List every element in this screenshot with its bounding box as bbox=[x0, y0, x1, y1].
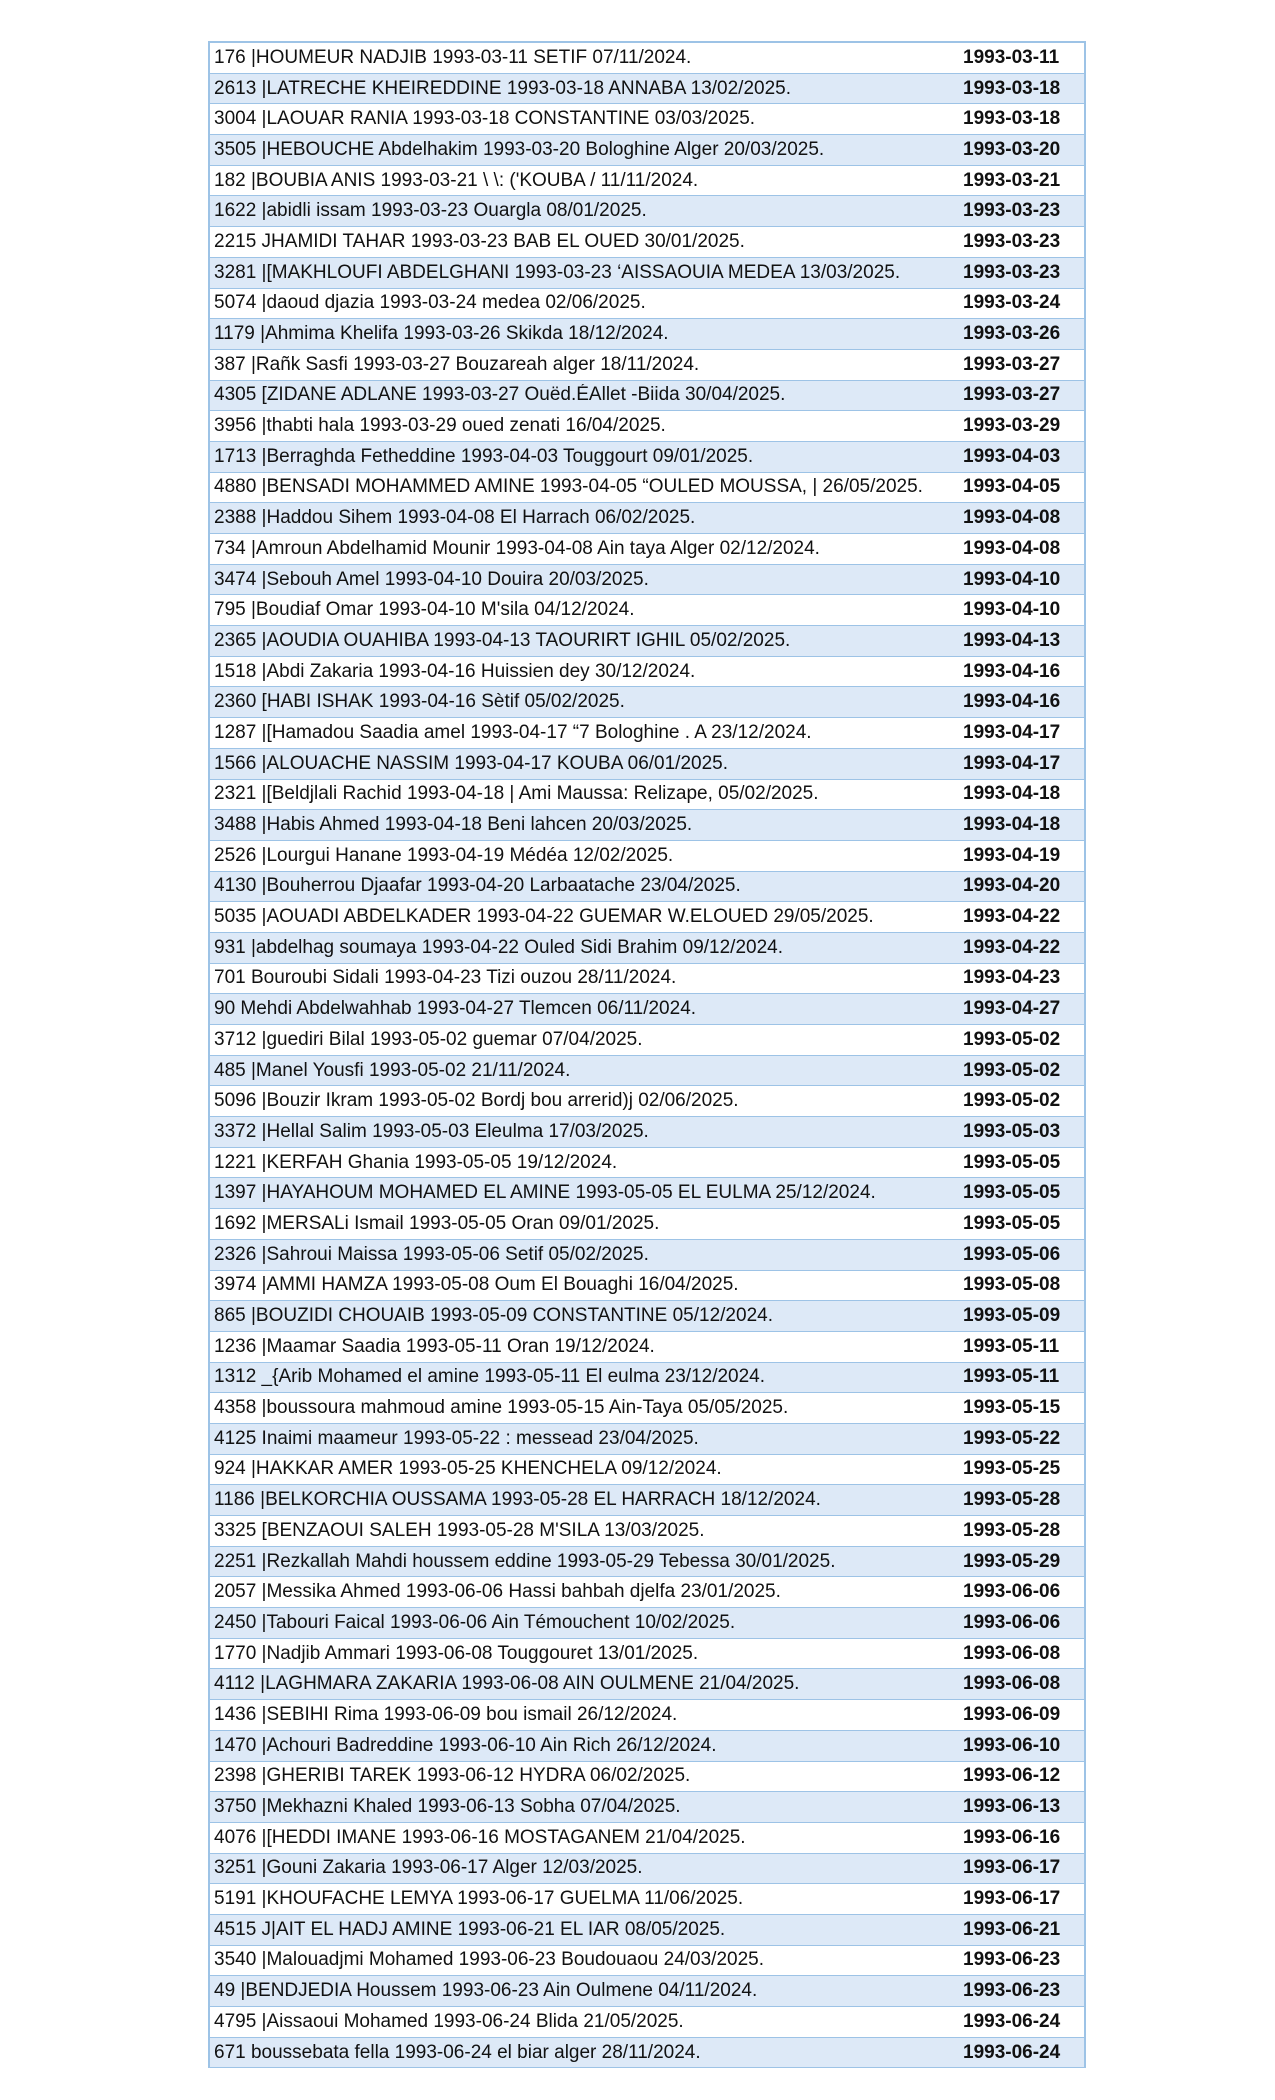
table-row bbox=[210, 381, 1084, 412]
table-row bbox=[210, 1056, 1084, 1087]
record-date-cell: 1993-03-23 bbox=[963, 200, 1061, 222]
record-date-cell: 1993-05-11 bbox=[963, 1366, 1060, 1388]
record-text-cell: 2388 |Haddou Sihem 1993-04-08 El Harrach 06/02/2025. bbox=[214, 507, 696, 529]
record-date-cell: 1993-03-21 bbox=[963, 169, 1061, 191]
record-date-cell: 1993-05-02 bbox=[963, 1028, 1061, 1050]
record-date-cell: 1993-06-17 bbox=[963, 1857, 1061, 1879]
record-text-cell: 4880 |BENSADI MOHAMMED AMINE 1993-04-05 “OULED MOUSSA, | 26/05/2025. bbox=[214, 476, 923, 498]
record-date-cell: 1993-06-08 bbox=[963, 1642, 1061, 1664]
record-date-cell: 1993-06-06 bbox=[963, 1611, 1061, 1633]
table-row bbox=[210, 1485, 1084, 1516]
table-row bbox=[210, 1700, 1084, 1731]
record-date-cell: 1993-03-23 bbox=[963, 230, 1061, 252]
record-text-cell: 485 |Manel Yousfi 1993-05-02 21/11/2024. bbox=[214, 1059, 571, 1081]
record-date-cell: 1993-05-15 bbox=[963, 1397, 1061, 1419]
record-text-cell: 2326 |Sahroui Maissa 1993-05-06 Setif 05/02/2025. bbox=[214, 1243, 649, 1265]
record-text-cell: 1518 |Abdi Zakaria 1993-04-16 Huissien dey 30/12/2024. bbox=[214, 660, 696, 682]
record-text-cell: 1312 _{Arib Mohamed el amine 1993-05-11 El eulma 23/12/2024. bbox=[214, 1366, 766, 1388]
table-row bbox=[210, 1025, 1084, 1056]
record-text-cell: 4515 J|AIT EL HADJ AMINE 1993-06-21 EL IAR 08/05/2025. bbox=[214, 1918, 726, 1940]
record-text-cell: 3505 |HEBOUCHE Abdelhakim 1993-03-20 Bologhine Alger 20/03/2025. bbox=[214, 138, 825, 160]
record-text-cell: 387 |Rañk Sasfi 1993-03-27 Bouzareah alger 18/11/2024. bbox=[214, 353, 700, 375]
record-date-cell: 1993-05-05 bbox=[963, 1212, 1061, 1234]
record-date-cell: 1993-05-09 bbox=[963, 1305, 1061, 1327]
record-date-cell: 1993-06-24 bbox=[963, 2041, 1061, 2063]
table-row bbox=[210, 718, 1084, 749]
record-text-cell: 2215 JHAMIDI TAHAR 1993-03-23 BAB EL OUED 30/01/2025. bbox=[214, 230, 745, 252]
record-date-cell: 1993-04-10 bbox=[963, 599, 1061, 621]
table-row bbox=[210, 1117, 1084, 1148]
table-row bbox=[210, 74, 1084, 105]
table-row bbox=[210, 1516, 1084, 1547]
record-date-cell: 1993-04-13 bbox=[963, 629, 1061, 651]
record-text-cell: 1566 |ALOUACHE NASSIM 1993-04-17 KOUBA 06/01/2025. bbox=[214, 752, 729, 774]
table-row bbox=[210, 227, 1084, 258]
record-text-cell: 4076 |[HEDDI IMANE 1993-06-16 MOSTAGANEM 21/04/2025. bbox=[214, 1826, 746, 1848]
record-text-cell: 2360 [HABI ISHAK 1993-04-16 Sètif 05/02/2025. bbox=[214, 691, 625, 713]
record-text-cell: 1692 |MERSALi Ismail 1993-05-05 Oran 09/01/2025. bbox=[214, 1212, 660, 1234]
record-text-cell: 90 Mehdi Abdelwahhab 1993-04-27 Tlemcen 06/11/2024. bbox=[214, 998, 697, 1020]
record-text-cell: 4112 |LAGHMARA ZAKARIA 1993-06-08 AIN OULMENE 21/04/2025. bbox=[214, 1673, 800, 1695]
record-date-cell: 1993-03-29 bbox=[963, 415, 1061, 437]
record-text-cell: 49 |BENDJEDIA Houssem 1993-06-23 Ain Oulmene 04/11/2024. bbox=[214, 1980, 758, 2002]
record-text-cell: 924 |HAKKAR AMER 1993-05-25 KHENCHELA 09/12/2024. bbox=[214, 1458, 722, 1480]
record-date-cell: 1993-05-29 bbox=[963, 1550, 1061, 1572]
record-text-cell: 3750 |Mekhazni Khaled 1993-06-13 Sobha 07/04/2025. bbox=[214, 1796, 681, 1818]
record-date-cell: 1993-04-05 bbox=[963, 476, 1061, 498]
record-text-cell: 4130 |Bouherrou Djaafar 1993-04-20 Larbaatache 23/04/2025. bbox=[214, 875, 741, 897]
table-row bbox=[210, 595, 1084, 626]
record-date-cell: 1993-03-20 bbox=[963, 138, 1061, 160]
record-text-cell: 1236 |Maamar Saadia 1993-05-11 Oran 19/12/2024. bbox=[214, 1335, 655, 1357]
table-row bbox=[210, 2038, 1084, 2069]
table-row bbox=[210, 1669, 1084, 1700]
record-date-cell: 1993-04-17 bbox=[963, 721, 1061, 743]
record-date-cell: 1993-04-20 bbox=[963, 875, 1061, 897]
record-text-cell: 2057 |Messika Ahmed 1993-06-06 Hassi bahbah djelfa 23/01/2025. bbox=[214, 1581, 781, 1603]
table-row bbox=[210, 1209, 1084, 1240]
record-text-cell: 3712 |guediri Bilal 1993-05-02 guemar 07/04/2025. bbox=[214, 1028, 643, 1050]
table-row bbox=[210, 1240, 1084, 1271]
table-row bbox=[210, 1547, 1084, 1578]
record-text-cell: 795 |Boudiaf Omar 1993-04-10 M'sila 04/12/2024. bbox=[214, 599, 635, 621]
record-date-cell: 1993-03-24 bbox=[963, 292, 1061, 314]
table-row bbox=[210, 1301, 1084, 1332]
record-date-cell: 1993-06-12 bbox=[963, 1765, 1061, 1787]
record-date-cell: 1993-03-11 bbox=[963, 46, 1060, 68]
record-text-cell: 1436 |SEBIHI Rima 1993-06-09 bou ismail 26/12/2024. bbox=[214, 1703, 678, 1725]
table-row bbox=[210, 43, 1084, 74]
record-text-cell: 1397 |HAYAHOUM MOHAMED EL AMINE 1993-05-05 EL EULMA 25/12/2024. bbox=[214, 1182, 876, 1204]
table-row bbox=[210, 1608, 1084, 1639]
record-date-cell: 1993-06-24 bbox=[963, 2010, 1061, 2032]
record-text-cell: 701 Bouroubi Sidali 1993-04-23 Tizi ouzou 28/11/2024. bbox=[214, 967, 677, 989]
record-date-cell: 1993-04-22 bbox=[963, 936, 1061, 958]
table-row bbox=[210, 1915, 1084, 1946]
table-row bbox=[210, 319, 1084, 350]
table-row bbox=[210, 1639, 1084, 1670]
table-row bbox=[210, 1976, 1084, 2007]
table-row bbox=[210, 1455, 1084, 1486]
records-table bbox=[208, 41, 1086, 2068]
record-date-cell: 1993-05-05 bbox=[963, 1182, 1061, 1204]
record-text-cell: 3004 |LAOUAR RANIA 1993-03-18 CONSTANTINE 03/03/2025. bbox=[214, 108, 756, 130]
record-text-cell: 4795 |Aissaoui Mohamed 1993-06-24 Blida 21/05/2025. bbox=[214, 2010, 684, 2032]
record-date-cell: 1993-05-06 bbox=[963, 1243, 1061, 1265]
table-row bbox=[210, 1271, 1084, 1302]
table-row bbox=[210, 780, 1084, 811]
table-row bbox=[210, 1946, 1084, 1977]
table-row bbox=[210, 1393, 1084, 1424]
record-date-cell: 1993-04-16 bbox=[963, 691, 1061, 713]
table-row bbox=[210, 1854, 1084, 1885]
record-date-cell: 1993-04-08 bbox=[963, 537, 1061, 559]
record-text-cell: 1622 |abidli issam 1993-03-23 Ouargla 08/01/2025. bbox=[214, 200, 647, 222]
record-date-cell: 1993-05-02 bbox=[963, 1059, 1061, 1081]
record-text-cell: 5074 |daoud djazia 1993-03-24 medea 02/06/2025. bbox=[214, 292, 646, 314]
record-text-cell: 3956 |thabti hala 1993-03-29 oued zenati 16/04/2025. bbox=[214, 415, 666, 437]
record-date-cell: 1993-04-08 bbox=[963, 507, 1061, 529]
record-text-cell: 1770 |Nadjib Ammari 1993-06-08 Touggouret 13/01/2025. bbox=[214, 1642, 699, 1664]
record-text-cell: 2450 |Tabouri Faical 1993-06-06 Ain Témouchent 10/02/2025. bbox=[214, 1611, 736, 1633]
record-text-cell: 3251 |Gouni Zakaria 1993-06-17 Alger 12/03/2025. bbox=[214, 1857, 643, 1879]
table-row bbox=[210, 473, 1084, 504]
record-date-cell: 1993-05-05 bbox=[963, 1151, 1061, 1173]
record-date-cell: 1993-03-18 bbox=[963, 77, 1061, 99]
table-row bbox=[210, 135, 1084, 166]
table-row bbox=[210, 1792, 1084, 1823]
record-text-cell: 3372 |Hellal Salim 1993-05-03 Eleulma 17/03/2025. bbox=[214, 1120, 649, 1142]
table-row bbox=[210, 2007, 1084, 2038]
table-row bbox=[210, 565, 1084, 596]
record-date-cell: 1993-06-17 bbox=[963, 1888, 1061, 1910]
table-row bbox=[210, 1363, 1084, 1394]
table-row bbox=[210, 442, 1084, 473]
record-date-cell: 1993-06-10 bbox=[963, 1734, 1061, 1756]
record-text-cell: 2251 |Rezkallah Mahdi houssem eddine 1993-05-29 Tebessa 30/01/2025. bbox=[214, 1550, 836, 1572]
record-date-cell: 1993-06-21 bbox=[963, 1918, 1061, 1940]
table-row bbox=[210, 534, 1084, 565]
record-date-cell: 1993-03-26 bbox=[963, 323, 1061, 345]
record-date-cell: 1993-05-02 bbox=[963, 1090, 1061, 1112]
record-date-cell: 1993-06-23 bbox=[963, 1980, 1061, 2002]
record-date-cell: 1993-04-03 bbox=[963, 445, 1061, 467]
table-row bbox=[210, 196, 1084, 227]
record-text-cell: 3281 |[MAKHLOUFI ABDELGHANI 1993-03-23 ‘AISSAOUIA MEDEA 13/03/2025. bbox=[214, 261, 901, 283]
table-row bbox=[210, 1823, 1084, 1854]
record-date-cell: 1993-06-23 bbox=[963, 1949, 1061, 1971]
record-text-cell: 182 |BOUBIA ANIS 1993-03-21 \ \: ('KOUBA / 11/11/2024. bbox=[214, 169, 699, 191]
record-date-cell: 1993-04-18 bbox=[963, 814, 1061, 836]
record-text-cell: 4125 Inaimi maameur 1993-05-22 : messead 23/04/2025. bbox=[214, 1427, 699, 1449]
record-date-cell: 1993-05-11 bbox=[963, 1335, 1060, 1357]
record-text-cell: 2526 |Lourgui Hanane 1993-04-19 Médéa 12/02/2025. bbox=[214, 844, 674, 866]
record-text-cell: 4305 [ZIDANE ADLANE 1993-03-27 Ouëd.ÉAllet -Biida 30/04/2025. bbox=[214, 384, 786, 406]
record-date-cell: 1993-06-16 bbox=[963, 1826, 1061, 1848]
record-date-cell: 1993-05-28 bbox=[963, 1489, 1061, 1511]
table-row bbox=[210, 258, 1084, 289]
table-row bbox=[210, 1577, 1084, 1608]
record-text-cell: 1179 |Ahmima Khelifa 1993-03-26 Skikda 18/12/2024. bbox=[214, 323, 669, 345]
record-text-cell: 5191 |KHOUFACHE LEMYA 1993-06-17 GUELMA 11/06/2025. bbox=[214, 1888, 744, 1910]
table-row bbox=[210, 687, 1084, 718]
record-date-cell: 1993-03-27 bbox=[963, 384, 1061, 406]
record-date-cell: 1993-05-25 bbox=[963, 1458, 1061, 1480]
record-text-cell: 3540 |Malouadjmi Mohamed 1993-06-23 Boudouaou 24/03/2025. bbox=[214, 1949, 765, 1971]
record-date-cell: 1993-05-22 bbox=[963, 1427, 1061, 1449]
record-date-cell: 1993-06-06 bbox=[963, 1581, 1061, 1603]
table-row bbox=[210, 841, 1084, 872]
record-date-cell: 1993-04-16 bbox=[963, 660, 1061, 682]
table-row bbox=[210, 350, 1084, 381]
record-date-cell: 1993-04-17 bbox=[963, 752, 1061, 774]
table-row bbox=[210, 657, 1084, 688]
table-row bbox=[210, 626, 1084, 657]
table-row bbox=[210, 964, 1084, 995]
record-text-cell: 2321 |[Beldjlali Rachid 1993-04-18 | Ami Maussa: Relizape, 05/02/2025. bbox=[214, 783, 819, 805]
record-date-cell: 1993-05-03 bbox=[963, 1120, 1061, 1142]
table-row bbox=[210, 1762, 1084, 1793]
record-text-cell: 734 |Amroun Abdelhamid Mounir 1993-04-08 Ain taya Alger 02/12/2024. bbox=[214, 537, 820, 559]
record-text-cell: 5096 |Bouzir Ikram 1993-05-02 Bordj bou arrerid)j 02/06/2025. bbox=[214, 1090, 739, 1112]
table-row bbox=[210, 810, 1084, 841]
table-row bbox=[210, 1178, 1084, 1209]
record-date-cell: 1993-05-28 bbox=[963, 1519, 1061, 1541]
record-date-cell: 1993-03-27 bbox=[963, 353, 1061, 375]
record-text-cell: 1470 |Achouri Badreddine 1993-06-10 Ain Rich 26/12/2024. bbox=[214, 1734, 717, 1756]
record-text-cell: 1186 |BELKORCHIA OUSSAMA 1993-05-28 EL HARRACH 18/12/2024. bbox=[214, 1489, 821, 1511]
table-row bbox=[210, 1731, 1084, 1762]
record-text-cell: 176 |HOUMEUR NADJIB 1993-03-11 SETIF 07/11/2024. bbox=[214, 46, 692, 68]
record-date-cell: 1993-03-23 bbox=[963, 261, 1061, 283]
table-row bbox=[210, 104, 1084, 135]
record-text-cell: 3474 |Sebouh Amel 1993-04-10 Douira 20/03/2025. bbox=[214, 568, 649, 590]
record-text-cell: 671 boussebata fella 1993-06-24 el biar alger 28/11/2024. bbox=[214, 2041, 701, 2063]
table-row bbox=[210, 166, 1084, 197]
record-text-cell: 1287 |[Hamadou Saadia amel 1993-04-17 “7 Bologhine . A 23/12/2024. bbox=[214, 721, 812, 743]
record-date-cell: 1993-06-09 bbox=[963, 1703, 1061, 1725]
record-date-cell: 1993-04-27 bbox=[963, 998, 1061, 1020]
record-text-cell: 3488 |Habis Ahmed 1993-04-18 Beni lahcen 20/03/2025. bbox=[214, 814, 693, 836]
record-date-cell: 1993-04-19 bbox=[963, 844, 1061, 866]
table-row bbox=[210, 1424, 1084, 1455]
record-text-cell: 4358 |boussoura mahmoud amine 1993-05-15 Ain-Taya 05/05/2025. bbox=[214, 1397, 789, 1419]
table-row bbox=[210, 1332, 1084, 1363]
table-row bbox=[210, 411, 1084, 442]
record-text-cell: 865 |BOUZIDI CHOUAIB 1993-05-09 CONSTANTINE 05/12/2024. bbox=[214, 1305, 773, 1327]
record-text-cell: 2613 |LATRECHE KHEIREDDINE 1993-03-18 ANNABA 13/02/2025. bbox=[214, 77, 791, 99]
record-text-cell: 931 |abdelhag soumaya 1993-04-22 Ouled Sidi Brahim 09/12/2024. bbox=[214, 936, 783, 958]
record-text-cell: 1221 |KERFAH Ghania 1993-05-05 19/12/2024. bbox=[214, 1151, 618, 1173]
table-row bbox=[210, 749, 1084, 780]
table-row bbox=[210, 902, 1084, 933]
record-date-cell: 1993-04-10 bbox=[963, 568, 1061, 590]
table-row bbox=[210, 994, 1084, 1025]
record-date-cell: 1993-04-18 bbox=[963, 783, 1061, 805]
record-text-cell: 2398 |GHERIBI TAREK 1993-06-12 HYDRA 06/02/2025. bbox=[214, 1765, 691, 1787]
record-date-cell: 1993-05-08 bbox=[963, 1274, 1061, 1296]
table-row bbox=[210, 872, 1084, 903]
record-text-cell: 3974 |AMMI HAMZA 1993-05-08 Oum El Bouaghi 16/04/2025. bbox=[214, 1274, 739, 1296]
table-row bbox=[210, 1884, 1084, 1915]
record-date-cell: 1993-06-13 bbox=[963, 1796, 1061, 1818]
record-text-cell: 2365 |AOUDIA OUAHIBA 1993-04-13 TAOURIRT IGHIL 05/02/2025. bbox=[214, 629, 791, 651]
record-text-cell: 5035 |AOUADI ABDELKADER 1993-04-22 GUEMAR W.ELOUED 29/05/2025. bbox=[214, 906, 874, 928]
record-date-cell: 1993-04-22 bbox=[963, 906, 1061, 928]
table-row bbox=[210, 503, 1084, 534]
table-row bbox=[210, 1148, 1084, 1179]
table-row bbox=[210, 1086, 1084, 1117]
table-row bbox=[210, 289, 1084, 320]
record-date-cell: 1993-06-08 bbox=[963, 1673, 1061, 1695]
record-date-cell: 1993-04-23 bbox=[963, 967, 1061, 989]
record-text-cell: 3325 [BENZAOUI SALEH 1993-05-28 M'SILA 13/03/2025. bbox=[214, 1519, 705, 1541]
record-text-cell: 1713 |Berraghda Fetheddine 1993-04-03 Touggourt 09/01/2025. bbox=[214, 445, 754, 467]
table-row bbox=[210, 933, 1084, 964]
record-date-cell: 1993-03-18 bbox=[963, 108, 1061, 130]
